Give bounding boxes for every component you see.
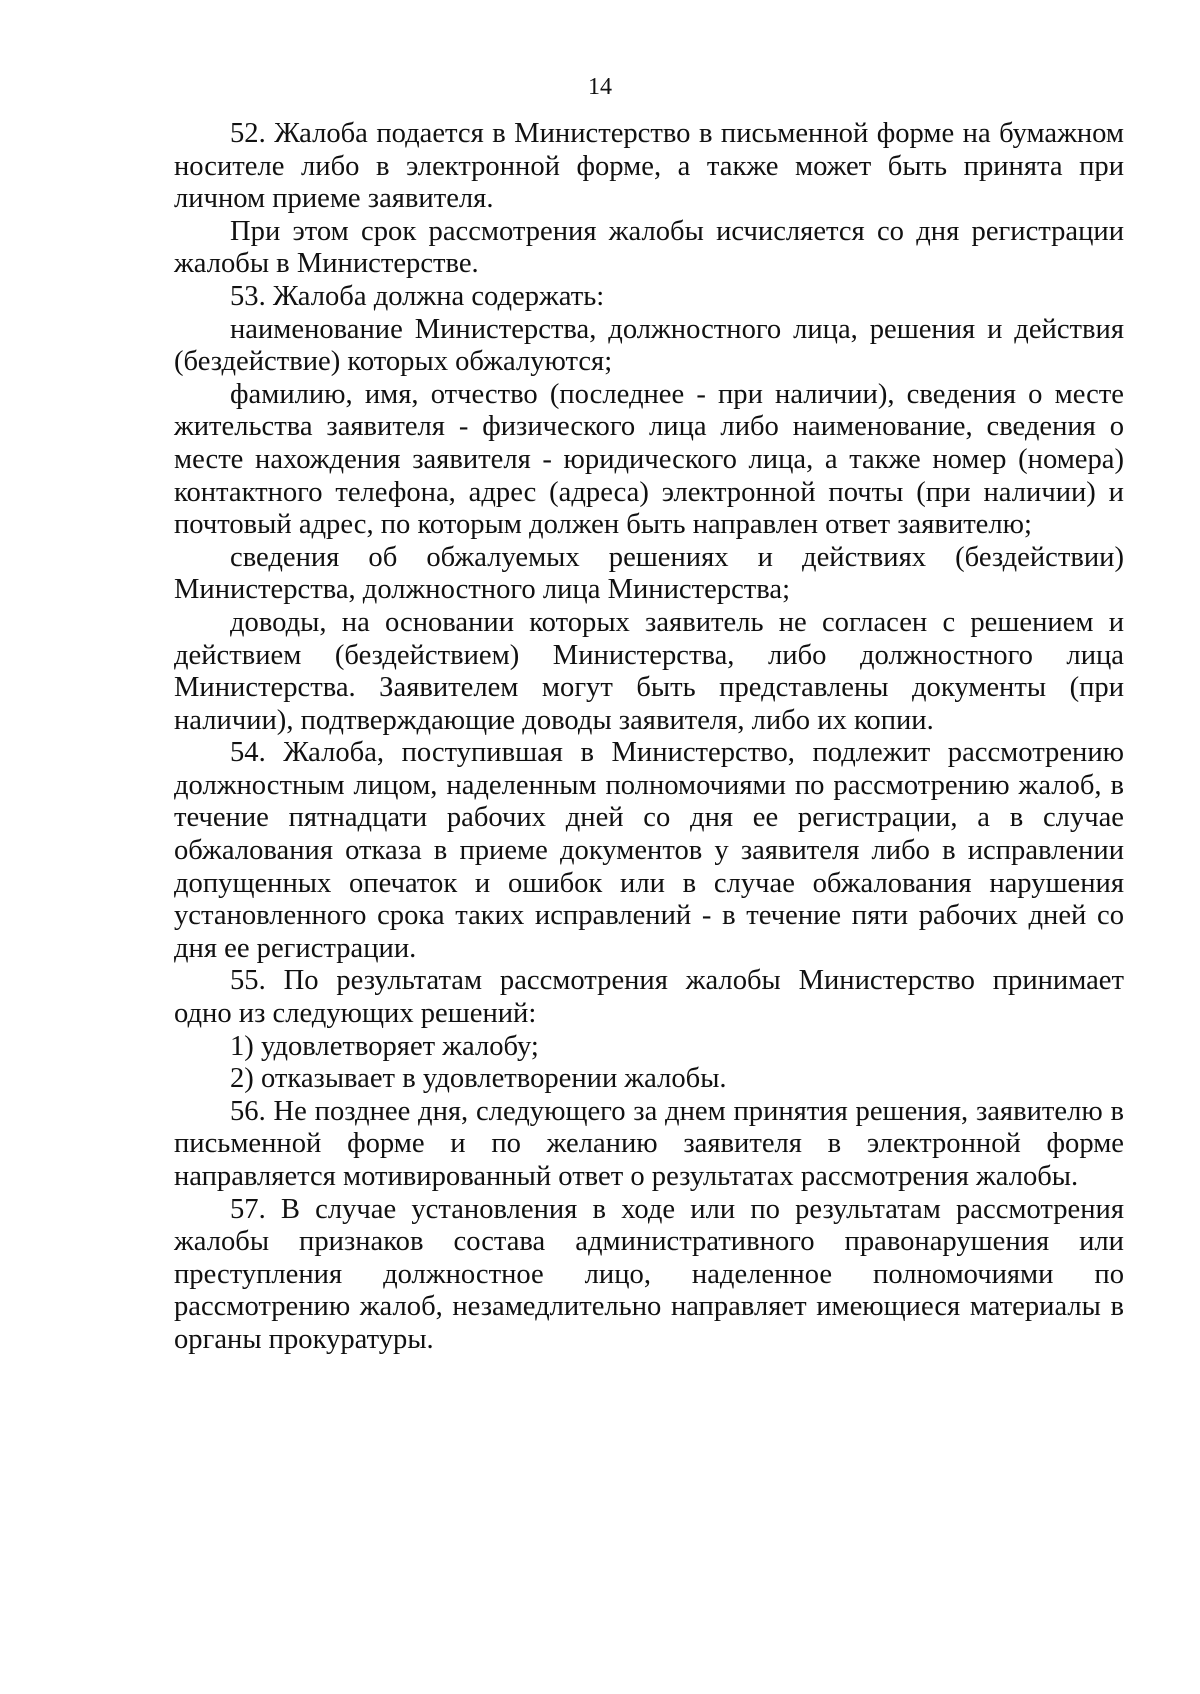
paragraph-57: 57. В случае установления в ходе или по результатам рассмотрения жалобы признаков состава административного правонарушения или преступления должностное лицо, наделенное полномочиями по рассмотрению жалоб, незамедлительно направляет имеющиеся материалы в органы прокуратуры. xyxy=(174,1193,1124,1355)
paragraph-53-item-applicant: фамилию, имя, отчество (последнее - при наличии), сведения о месте жительства заявителя - физического лица либо наименование, сведения о месте нахождения заявителя - юридического лица, а также номер (номера) контактного телефона, адрес (адреса) электронной почты (при наличии) и почтовый адрес, по которым должен быть направлен ответ заявителю; xyxy=(174,378,1124,541)
paragraph-53-item-name: наименование Министерства, должностного лица, решения и действия (бездействие) которых обжалуются; xyxy=(174,313,1124,378)
document-body xyxy=(174,118,1124,1357)
paragraph-56: 56. Не позднее дня, следующего за днем принятия решения, заявителю в письменной форме и по желанию заявителя в электронной форме направляется мотивированный ответ о результатах рассмотрения жалобы. xyxy=(174,1095,1124,1192)
paragraph-52: 52. Жалоба подается в Министерство в письменной форме на бумажном носителе либо в электронной форме, а также может быть принята при личном приеме заявителя. xyxy=(174,118,1124,215)
page-number: 14 xyxy=(588,74,612,100)
paragraph-52-term: При этом срок рассмотрения жалобы исчисляется со дня регистрации жалобы в Министерстве. xyxy=(174,215,1124,280)
paragraph-53-item-decisions: сведения об обжалуемых решениях и действиях (бездействии) Министерства, должностного лица Министерства; xyxy=(174,541,1124,606)
paragraph-53-item-arguments: доводы, на основании которых заявитель не согласен с решением и действием (бездействием) Министерства, либо должностного лица Министерства. Заявителем могут быть представлены документы (при наличии), подтверждающие доводы заявителя, либо их копии. xyxy=(174,606,1124,736)
paragraph-55-option-2: 2) отказывает в удовлетворении жалобы. xyxy=(230,1063,727,1095)
paragraph-54: 54. Жалоба, поступившая в Министерство, подлежит рассмотрению должностным лицом, наделенным полномочиями по рассмотрению жалоб, в течение пятнадцати рабочих дней со дня ее регистрации, а в случае обжалования отказа в приеме документов у заявителя либо в исправлении допущенных опечаток и ошибок или в случае обжалования нарушения установленного срока таких исправлений - в течение пяти рабочих дней со дня ее регистрации. xyxy=(174,737,1124,964)
paragraph-53: 53. Жалоба должна содержать: xyxy=(230,280,605,312)
paragraph-55: 55. По результатам рассмотрения жалобы Министерство принимает одно из следующих решений: xyxy=(174,965,1124,1030)
paragraph-55-option-1: 1) удовлетворяет жалобу; xyxy=(230,1030,539,1062)
